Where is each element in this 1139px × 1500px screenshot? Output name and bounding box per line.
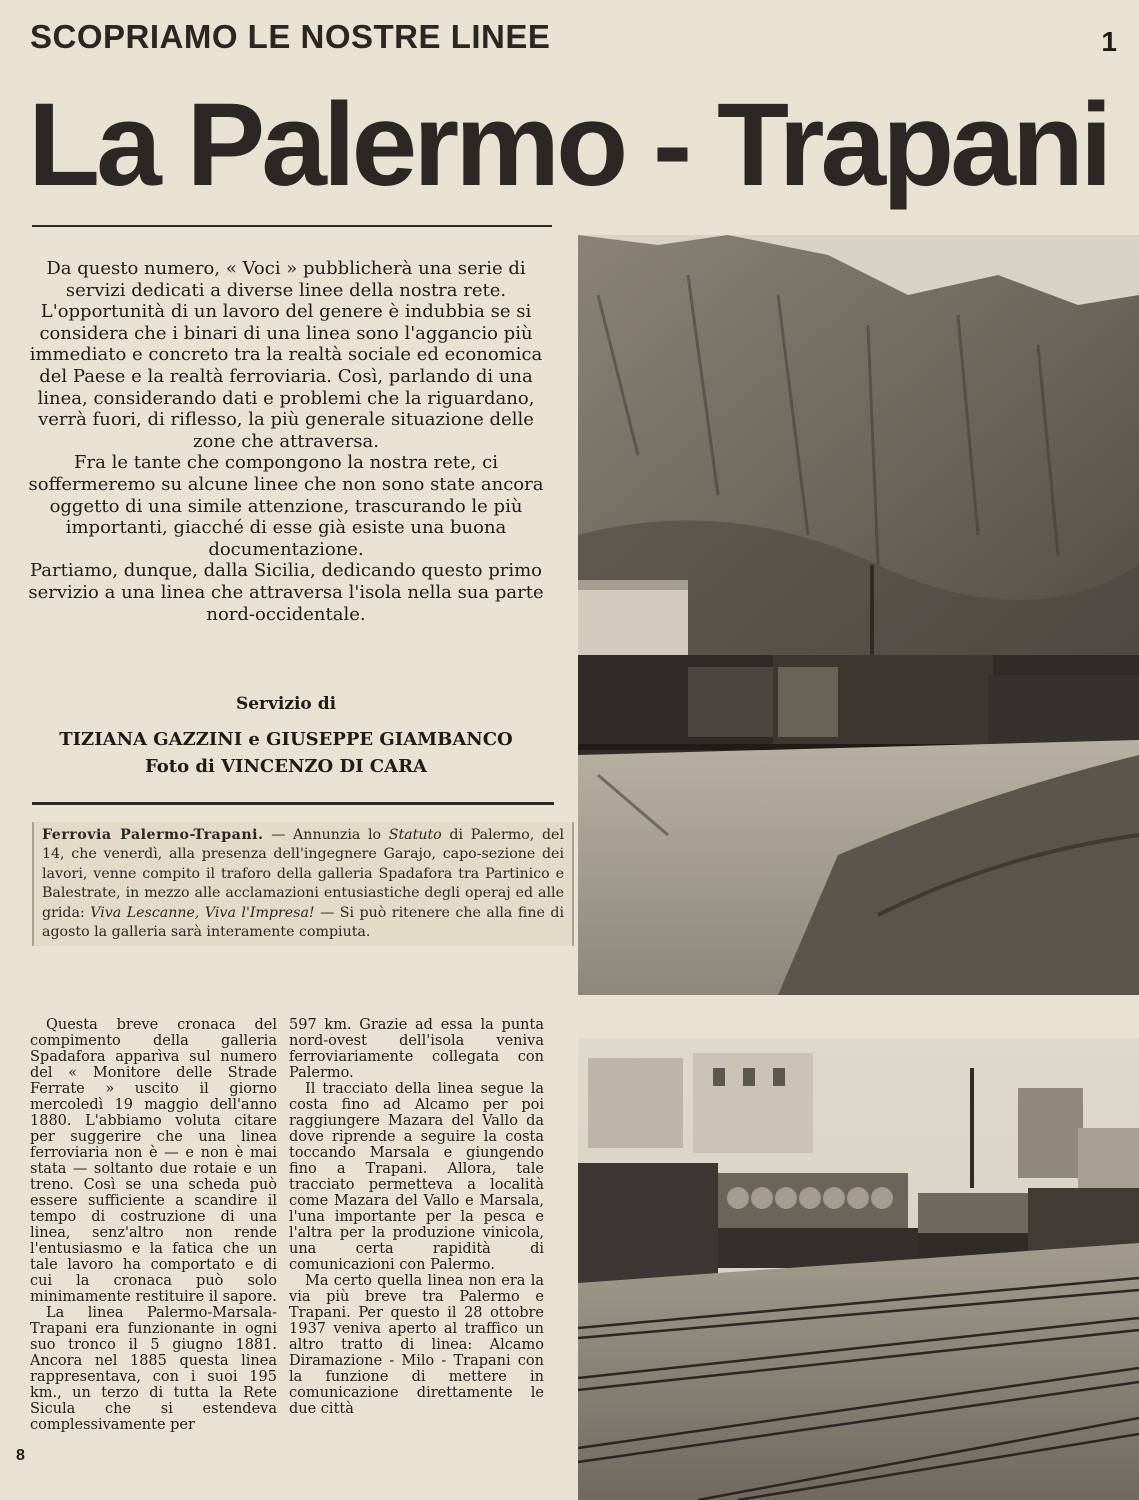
section-kicker: SCOPRIAMO LE NOSTRE LINEE bbox=[30, 18, 551, 55]
photo-station-tracks bbox=[578, 1038, 1139, 1500]
clipping-italic: Viva Lescanne, Viva l'Impresa! bbox=[90, 904, 315, 921]
body-paragraph: 597 km. Grazie ad essa la punta nord-ovest dell'isola veniva ferroviariamente collegata con Palermo. bbox=[289, 1017, 544, 1081]
intro-text bbox=[18, 258, 554, 625]
service-label: Servizio di bbox=[235, 694, 337, 714]
rule-top bbox=[32, 225, 552, 227]
body-paragraph: La linea Palermo-Marsala-Trapani era funzionante in ogni suo tronco il 5 giugno 1881. Ancora nel 1885 questa linea rappresentava, con i suoi 195 km., un terzo di tutta la Rete Sicula che si estendeva complessivamente per bbox=[30, 1305, 277, 1433]
body-paragraph: Questa breve cronaca del compimento della galleria Spadafora apparìva sul numero del « Monitore delle Strade Ferrate » uscito il giorno mercoledì 19 maggio dell'anno 1880. L'abbiamo voluta citare per suggerire che una linea ferroviaria non è — e non è mai stata — soltanto due rotaie e un treno. Così se una scheda può essere sufficiente a scandire il tempo di costruzione di una linea, senz'altro non rende l'entusiasmo e la fatica che un tale lavoro ha comportato e di cui la cronaca può solo minimamente restituire il sapore. bbox=[30, 1017, 277, 1305]
clipping-lead: Ferrovia Palermo-Trapani. bbox=[42, 827, 264, 843]
photo-credit: Foto di VINCENZO DI CARA bbox=[144, 756, 427, 777]
photo-freight-wagons-hill bbox=[578, 235, 1139, 995]
intro-paragraph: Da questo numero, « Voci » pubblicherà una serie di servizi dedicati a diverse linee della nostra rete. L'opportunità di un lavoro del genere è indubbia se si considera che i binari di una linea sono l'aggancio più immediato e concreto tra la realtà sociale ed economica del Paese e la realtà ferroviaria. Così, parlando di una linea, considerando dati e problemi che la riguardano, verrà fuori, di riflesso, la più generale situazione delle zone che attraversa. bbox=[29, 258, 543, 452]
clipping-text: — Si può ritenere che alla fine di agosto la galleria sarà interamente compiuta. bbox=[42, 904, 564, 941]
series-number: 1 bbox=[1101, 26, 1117, 57]
body-column-middle bbox=[289, 1017, 544, 1417]
body-column-left bbox=[30, 1017, 277, 1433]
newspaper-clipping bbox=[32, 822, 574, 946]
intro-paragraph: Fra le tante che compongono la nostra rete, ci soffermeremo su alcune linee che non sono state ancora oggetto di una simile attenzione, trascurando le più importanti, giacché di esse già esiste una buona documentazione. bbox=[28, 452, 544, 560]
clipping-text: di Palermo, del 14, che venerdì, alla presenza dell'ingegnere Garajo, capo-sezione dei lavori, venne compito il traforo della galleria Spadafora tra Partinico e Balestrate, in mezzo alle acclamazioni entusiastiche degli operaj ed alle grida: bbox=[42, 827, 564, 921]
headline: La Palermo - Trapani bbox=[28, 79, 1109, 211]
clipping-italic: Statuto bbox=[388, 827, 442, 843]
page-number: 8 bbox=[16, 1447, 25, 1464]
intro-paragraph: Partiamo, dunque, dalla Sicilia, dedicando questo primo servizio a una linea che attraversa l'isola nella sua parte nord-occidentale. bbox=[28, 560, 544, 625]
body-paragraph: Ma certo quella linea non era la via più breve tra Palermo e Trapani. Per questo il 28 ottobre 1937 veniva aperto al traffico un altro tratto di linea: Alcamo Diramazione - Milo - Trapani con la funzione di mettere in comunicazione direttamente le due città bbox=[289, 1273, 544, 1417]
clipping-text: — Annunzia lo bbox=[263, 827, 389, 843]
photo-freight-wagons-hill-image bbox=[578, 235, 1139, 995]
photo-station-tracks-image bbox=[578, 1038, 1139, 1500]
rule-middle bbox=[32, 802, 554, 805]
body-paragraph: Il tracciato della linea segue la costa fino ad Alcamo per poi raggiungere Mazara del Vallo da dove riprende a seguire la costa toccando Marsala e giungendo fino a Trapani. Allora, tale tracciato permetteva a località come Mazara del Vallo e Marsala, l'una importante per la pesca e l'altra per la produzione vinicola, una certa rapidità di comunicazioni con Palermo. bbox=[289, 1081, 544, 1273]
authors: TIZIANA GAZZINI e GIUSEPPE GIAMBANCO bbox=[59, 729, 513, 750]
